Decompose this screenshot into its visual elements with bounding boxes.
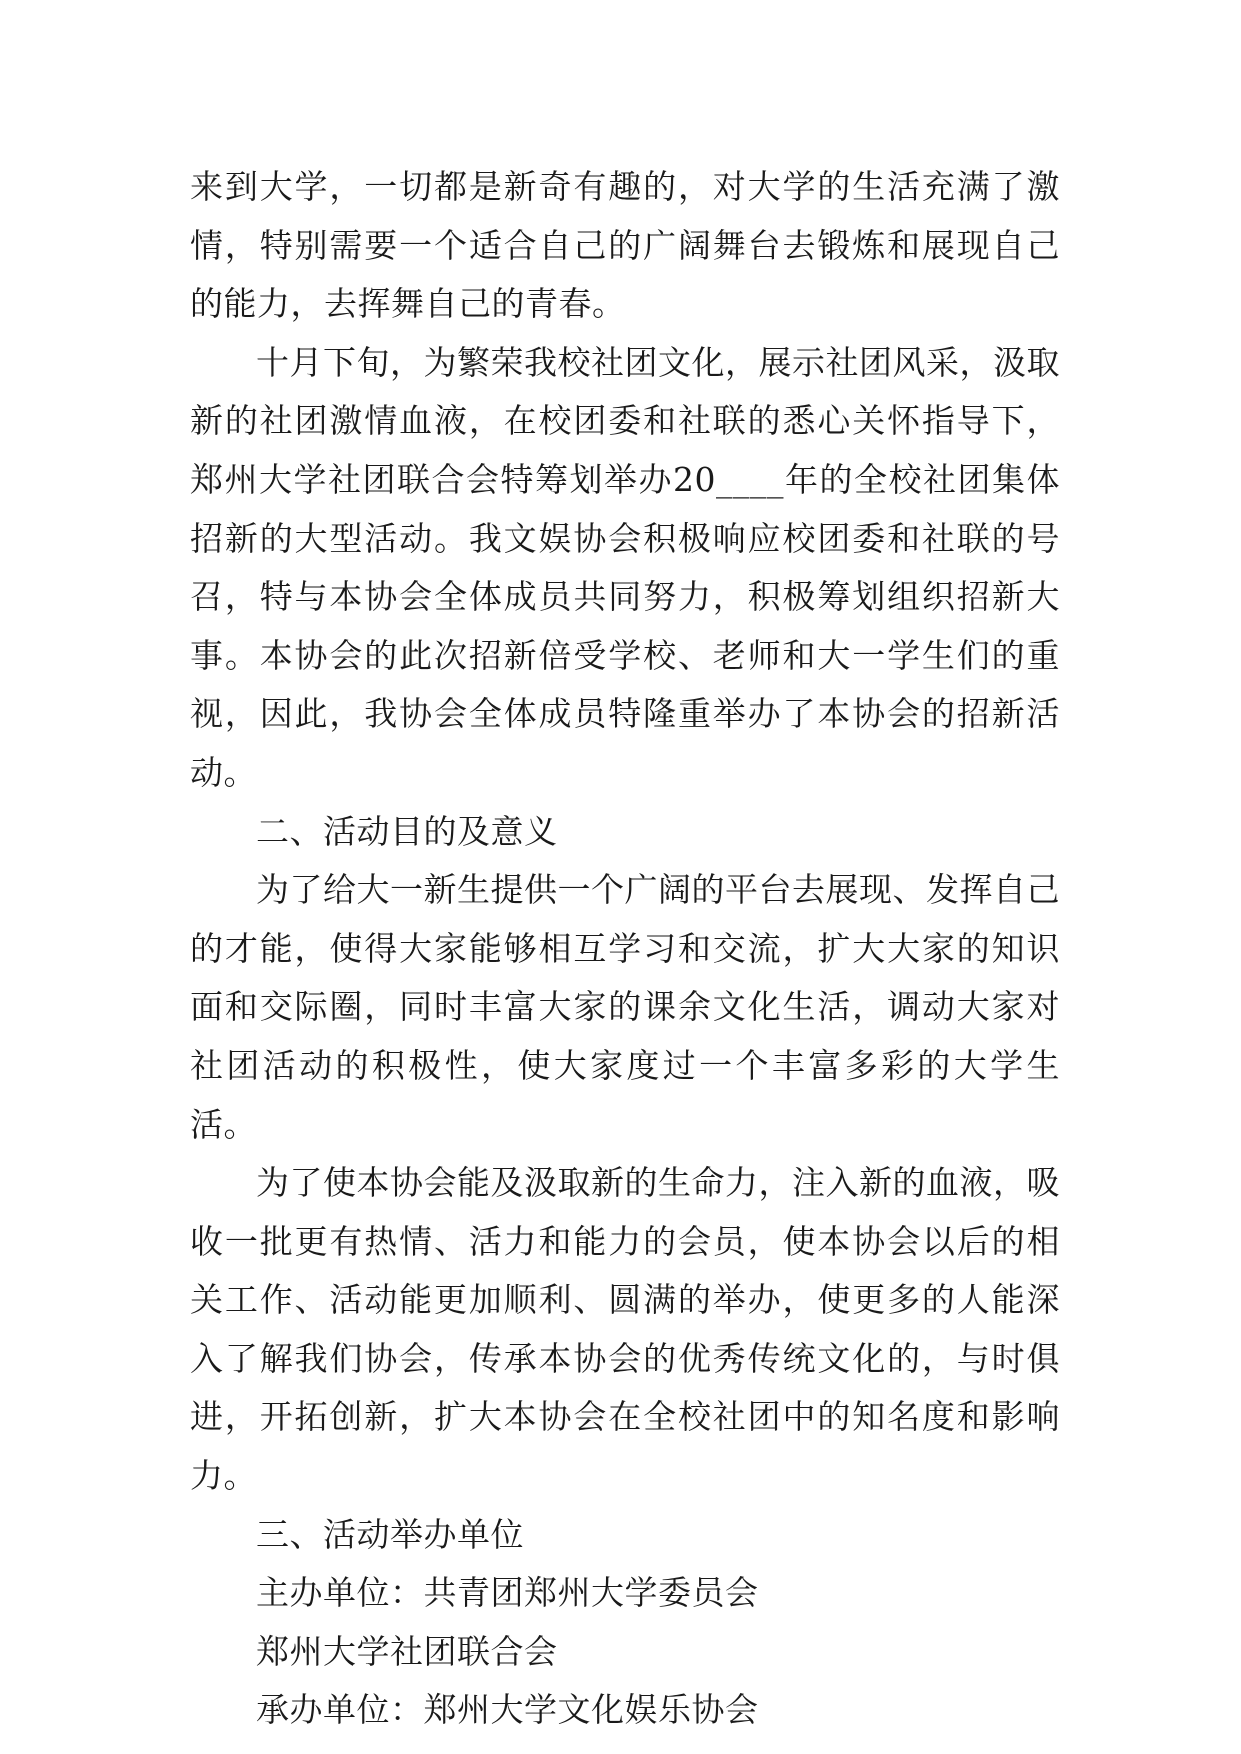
paragraph-background: 十月下旬，为繁荣我校社团文化，展示社团风采，汲取新的社团激情血液，在校团委和社联的悉心关怀指导下，郑州大学社团联合会特筹划举办20____年的全校社团集体招新的大型活动。我文娱协会积极响应校团委和社联的号召，特与本协会全体成员共同努力，积极筹划组织招新大事。本协会的此次招新倍受学校、老师和大一学生们的重视，因此，我协会全体成员特隆重举办了本协会的招新活动。	[190, 342, 1060, 792]
section-heading-organizers: 三、活动举办单位	[256, 1514, 524, 1554]
section-heading-purpose: 二、活动目的及意义	[256, 811, 558, 851]
organizer-co-host: 郑州大学社团联合会	[256, 1631, 558, 1671]
paragraph-purpose-2: 为了使本协会能及汲取新的生命力，注入新的血液，吸收一批更有热情、活力和能力的会员，使本协会以后的相关工作、活动能更加顺利、圆满的举办，使更多的人能深入了解我们协会，传承本协会的优秀传统文化的，与时俱进，开拓创新，扩大本协会在全校社团中的知名度和影响力。	[190, 1163, 1060, 1496]
organizer-host: 主办单位：共青团郑州大学委员会	[256, 1573, 759, 1613]
organizer-undertaker: 承办单位：郑州大学文化娱乐协会	[256, 1690, 759, 1730]
document-body	[190, 158, 1060, 1740]
paragraph-intro: 来到大学，一切都是新奇有趣的，对大学的生活充满了激情，特别需要一个适合自己的广阔舞台去锻炼和展现自己的能力，去挥舞自己的青春。	[190, 167, 1060, 324]
paragraph-purpose-1: 为了给大一新生提供一个广阔的平台去展现、发挥自己的才能，使得大家能够相互学习和交流，扩大大家的知识面和交际圈，同时丰富大家的课余文化生活，调动大家对社团活动的积极性，使大家度过一个丰富多彩的大学生活。	[190, 870, 1060, 1144]
